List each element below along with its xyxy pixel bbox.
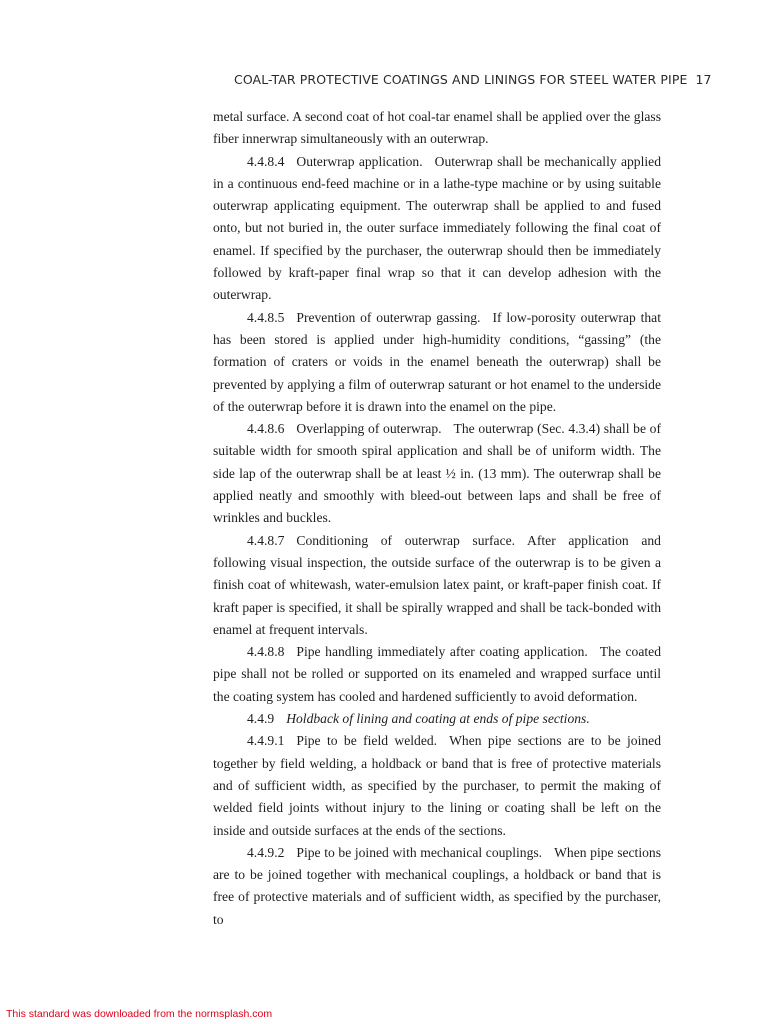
paragraph-4-4-8-6 xyxy=(213,418,661,529)
download-notice: This standard was downloaded from the normsplash.com xyxy=(6,1008,273,1020)
paragraph-text: Outerwrap shall be mechanically applied in a continuous end-feed machine or in a lathe-type machine or by using suitable outerwrap applicating equipment. The outerwrap shall be applied to and fused onto, but not buried in, the outer surface immediately following the final coat of enamel. If specified by the purchaser, the outerwrap should then be immediately followed by kraft-paper final wrap so that it can develop adhesion with the outerwrap. xyxy=(213,153,661,303)
section-number: 4.4.9 xyxy=(247,711,275,727)
paragraph-text: The outerwrap (Sec. 4.3.4) shall be of suitable width for smooth spiral application and shall be of uniform width. The side lap of the outerwrap shall be at least ½ in. (13 mm). The outerwrap shall be applied neatly and smoothly with bleed-out between laps and shall be free of wrinkles and buckles. xyxy=(213,421,661,526)
paragraph-text: metal surface. A second coat of hot coal-tar enamel shall be applied over the glass fiber innerwrap simultaneously with an outerwrap. xyxy=(213,109,661,147)
paragraph-continuation xyxy=(213,106,661,151)
body-text xyxy=(213,106,661,931)
paragraph-4-4-8-4 xyxy=(213,151,661,307)
section-title: Pipe to be joined with mechanical couplings. xyxy=(296,844,543,860)
paragraph-4-4-8-8 xyxy=(213,641,661,708)
section-title: Pipe handling immediately after coating application. xyxy=(296,644,588,660)
paragraph-4-4-8-5 xyxy=(213,307,661,418)
section-number: 4.4.8.6 xyxy=(247,421,285,437)
section-number: 4.4.9.2 xyxy=(247,844,285,860)
paragraph-text: The coated pipe shall not be rolled or supported on its enameled and wrapped surface until the coating system has cooled and hardened sufficiently to avoid deformation. xyxy=(213,644,661,704)
paragraph-text: When pipe sections are to be joined together with mechanical couplings, a holdback or band that is free of protective materials and of sufficient width, as specified by the purchaser, to xyxy=(213,844,661,927)
section-title: Holdback of lining and coating at ends of pipe sections. xyxy=(286,711,590,727)
section-number: 4.4.8.7 xyxy=(247,532,285,548)
section-number: 4.4.8.8 xyxy=(247,644,285,660)
section-number: 4.4.8.4 xyxy=(247,153,285,169)
paragraph-4-4-9 xyxy=(213,708,661,730)
paragraph-4-4-9-2 xyxy=(213,842,661,931)
paragraph-4-4-9-1 xyxy=(213,730,661,841)
paragraph-text: After application and following visual inspection, the outside surface of the outerwrap is to be given a finish coat of whitewash, water-emulsion latex paint, or kraft-paper finish coat. If kraft paper is specified, it shall be spirally wrapped and shall be tack-bonded with enamel at frequent intervals. xyxy=(213,532,661,637)
section-number: 4.4.9.1 xyxy=(247,733,285,749)
section-title: Overlapping of outerwrap. xyxy=(296,421,442,437)
paragraph-text: When pipe sections are to be joined together by field welding, a holdback or band that is free of protective materials and of sufficient width, as specified by the purchaser, to permit the making of welded field joints without injury to the lining or coating shall be left on the inside and outside surfaces at the ends of the sections. xyxy=(213,733,661,838)
running-header xyxy=(234,72,712,87)
section-title: Pipe to be field welded. xyxy=(296,733,438,749)
page-number: 17 xyxy=(695,72,712,87)
section-title: Outerwrap application. xyxy=(296,153,423,169)
paragraph-4-4-8-7 xyxy=(213,530,661,641)
running-title: COAL-TAR PROTECTIVE COATINGS AND LININGS FOR STEEL WATER PIPE xyxy=(234,72,688,87)
section-number: 4.4.8.5 xyxy=(247,309,285,325)
paragraph-text: If low-porosity outerwrap that has been stored is applied under high-humidity conditions, “gassing” (the formation of craters or voids in the enamel beneath the outerwrap) shall be prevented by applying a film of outerwrap saturant or hot enamel to the underside of the outerwrap before it is drawn into the enamel on the pipe. xyxy=(213,309,661,414)
section-title: Conditioning of outerwrap surface. xyxy=(296,532,516,548)
section-title: Prevention of outerwrap gassing. xyxy=(296,309,481,325)
